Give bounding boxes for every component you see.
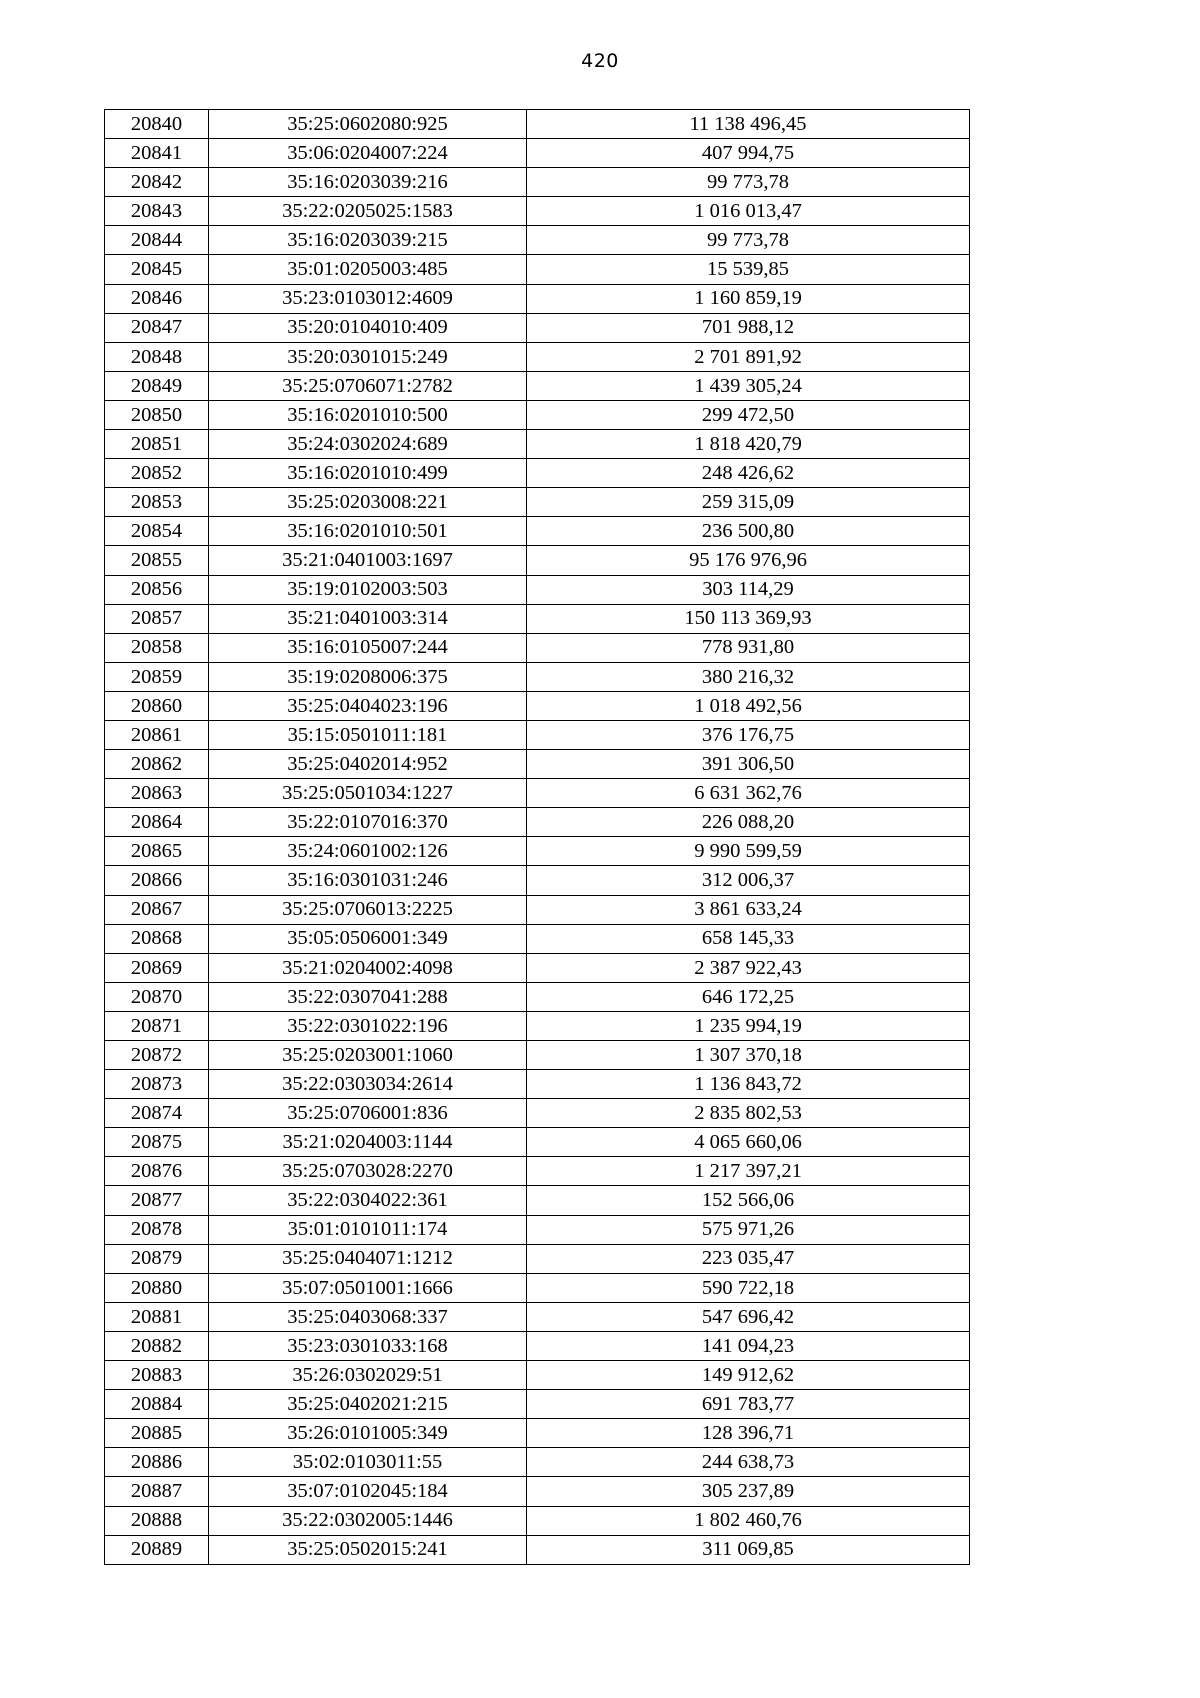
table-row — [105, 459, 970, 488]
cadastral-number-cell: 35:25:0203008:221 — [209, 488, 527, 517]
cadastral-number-cell: 35:22:0302005:1446 — [209, 1506, 527, 1535]
cadastral-value-cell: 305 237,89 — [527, 1477, 970, 1506]
table-row — [105, 1419, 970, 1448]
row-number-cell: 20859 — [105, 662, 209, 691]
cadastral-value-cell: 303 114,29 — [527, 575, 970, 604]
table-row — [105, 924, 970, 953]
cadastral-value-cell: 590 722,18 — [527, 1273, 970, 1302]
row-number-cell: 20852 — [105, 459, 209, 488]
row-number-cell: 20862 — [105, 750, 209, 779]
row-number-cell: 20875 — [105, 1128, 209, 1157]
cadastral-value-cell: 547 696,42 — [527, 1302, 970, 1331]
row-number-cell: 20854 — [105, 517, 209, 546]
row-number-cell: 20869 — [105, 953, 209, 982]
cadastral-number-cell: 35:16:0201010:499 — [209, 459, 527, 488]
cadastral-number-cell: 35:16:0203039:215 — [209, 226, 527, 255]
cadastral-number-cell: 35:25:0502015:241 — [209, 1535, 527, 1564]
row-number-cell: 20849 — [105, 371, 209, 400]
cadastral-number-cell: 35:25:0402021:215 — [209, 1390, 527, 1419]
cadastral-value-cell: 248 426,62 — [527, 459, 970, 488]
row-number-cell: 20858 — [105, 633, 209, 662]
cadastral-value-cell: 244 638,73 — [527, 1448, 970, 1477]
table-row — [105, 750, 970, 779]
cadastral-value-cell: 128 396,71 — [527, 1419, 970, 1448]
cadastral-number-cell: 35:22:0303034:2614 — [209, 1070, 527, 1099]
cadastral-number-cell: 35:22:0205025:1583 — [209, 197, 527, 226]
cadastral-number-cell: 35:23:0301033:168 — [209, 1331, 527, 1360]
cadastral-number-cell: 35:16:0201010:501 — [209, 517, 527, 546]
row-number-cell: 20850 — [105, 400, 209, 429]
cadastral-value-cell: 1 136 843,72 — [527, 1070, 970, 1099]
cadastral-value-cell: 658 145,33 — [527, 924, 970, 953]
cadastral-value-cell: 141 094,23 — [527, 1331, 970, 1360]
cadastral-number-cell: 35:05:0506001:349 — [209, 924, 527, 953]
cadastral-number-cell: 35:01:0205003:485 — [209, 255, 527, 284]
cadastral-value-cell: 4 065 660,06 — [527, 1128, 970, 1157]
table-row — [105, 1506, 970, 1535]
table-row — [105, 1477, 970, 1506]
cadastral-number-cell: 35:25:0402014:952 — [209, 750, 527, 779]
cadastral-number-cell: 35:07:0102045:184 — [209, 1477, 527, 1506]
cadastral-number-cell: 35:07:0501001:1666 — [209, 1273, 527, 1302]
row-number-cell: 20866 — [105, 866, 209, 895]
table-row — [105, 808, 970, 837]
cadastral-number-cell: 35:21:0401003:1697 — [209, 546, 527, 575]
table-body — [105, 110, 970, 1565]
cadastral-number-cell: 35:02:0103011:55 — [209, 1448, 527, 1477]
cadastral-number-cell: 35:16:0203039:216 — [209, 168, 527, 197]
row-number-cell: 20844 — [105, 226, 209, 255]
row-number-cell: 20840 — [105, 110, 209, 139]
row-number-cell: 20886 — [105, 1448, 209, 1477]
row-number-cell: 20883 — [105, 1361, 209, 1390]
table-row — [105, 1157, 970, 1186]
table-row — [105, 110, 970, 139]
cadastral-value-cell: 1 802 460,76 — [527, 1506, 970, 1535]
cadastral-number-cell: 35:22:0307041:288 — [209, 982, 527, 1011]
table-row — [105, 255, 970, 284]
table-row — [105, 1186, 970, 1215]
cadastral-value-cell: 2 835 802,53 — [527, 1099, 970, 1128]
cadastral-value-cell: 99 773,78 — [527, 226, 970, 255]
cadastral-value-cell: 1 235 994,19 — [527, 1011, 970, 1040]
table-row — [105, 546, 970, 575]
row-number-cell: 20871 — [105, 1011, 209, 1040]
table-row — [105, 866, 970, 895]
row-number-cell: 20851 — [105, 430, 209, 459]
table-row — [105, 139, 970, 168]
row-number-cell: 20853 — [105, 488, 209, 517]
cadastral-value-cell: 1 439 305,24 — [527, 371, 970, 400]
table-row — [105, 953, 970, 982]
cadastral-number-cell: 35:25:0706071:2782 — [209, 371, 527, 400]
row-number-cell: 20841 — [105, 139, 209, 168]
cadastral-value-cell: 2 387 922,43 — [527, 953, 970, 982]
cadastral-value-cell: 778 931,80 — [527, 633, 970, 662]
cadastral-value-cell: 380 216,32 — [527, 662, 970, 691]
row-number-cell: 20882 — [105, 1331, 209, 1360]
row-number-cell: 20848 — [105, 342, 209, 371]
table-row — [105, 575, 970, 604]
table-row — [105, 837, 970, 866]
cadastral-value-cell: 1 160 859,19 — [527, 284, 970, 313]
cadastral-number-cell: 35:26:0302029:51 — [209, 1361, 527, 1390]
row-number-cell: 20881 — [105, 1302, 209, 1331]
cadastral-number-cell: 35:06:0204007:224 — [209, 139, 527, 168]
table-row — [105, 1331, 970, 1360]
table-row — [105, 1448, 970, 1477]
table-row — [105, 1099, 970, 1128]
cadastral-number-cell: 35:22:0107016:370 — [209, 808, 527, 837]
table-row — [105, 517, 970, 546]
table-row — [105, 313, 970, 342]
cadastral-value-cell: 391 306,50 — [527, 750, 970, 779]
cadastral-number-cell: 35:26:0101005:349 — [209, 1419, 527, 1448]
cadastral-number-cell: 35:25:0403068:337 — [209, 1302, 527, 1331]
cadastral-number-cell: 35:25:0203001:1060 — [209, 1041, 527, 1070]
cadastral-value-cell: 150 113 369,93 — [527, 604, 970, 633]
table-row — [105, 371, 970, 400]
table-row — [105, 1128, 970, 1157]
table-row — [105, 1302, 970, 1331]
table-row — [105, 400, 970, 429]
row-number-cell: 20878 — [105, 1215, 209, 1244]
cadastral-number-cell: 35:23:0103012:4609 — [209, 284, 527, 313]
cadastral-number-cell: 35:22:0304022:361 — [209, 1186, 527, 1215]
cadastral-value-cell: 2 701 891,92 — [527, 342, 970, 371]
row-number-cell: 20884 — [105, 1390, 209, 1419]
row-number-cell: 20864 — [105, 808, 209, 837]
row-number-cell: 20856 — [105, 575, 209, 604]
cadastral-number-cell: 35:20:0104010:409 — [209, 313, 527, 342]
cadastral-number-cell: 35:25:0404023:196 — [209, 691, 527, 720]
cadastral-value-cell: 575 971,26 — [527, 1215, 970, 1244]
row-number-cell: 20885 — [105, 1419, 209, 1448]
table-row — [105, 1390, 970, 1419]
row-number-cell: 20867 — [105, 895, 209, 924]
table-row — [105, 1070, 970, 1099]
table-row — [105, 1011, 970, 1040]
row-number-cell: 20847 — [105, 313, 209, 342]
cadastral-value-cell: 1 818 420,79 — [527, 430, 970, 459]
cadastral-value-cell: 1 018 492,56 — [527, 691, 970, 720]
table-row — [105, 342, 970, 371]
cadastral-number-cell: 35:19:0102003:503 — [209, 575, 527, 604]
table-row — [105, 430, 970, 459]
cadastral-value-cell: 1 217 397,21 — [527, 1157, 970, 1186]
cadastral-value-cell: 15 539,85 — [527, 255, 970, 284]
cadastral-value-cell: 299 472,50 — [527, 400, 970, 429]
cadastral-value-cell: 1 016 013,47 — [527, 197, 970, 226]
table-row — [105, 1535, 970, 1564]
row-number-cell: 20874 — [105, 1099, 209, 1128]
row-number-cell: 20855 — [105, 546, 209, 575]
table-row — [105, 197, 970, 226]
cadastral-value-cell: 95 176 976,96 — [527, 546, 970, 575]
cadastral-number-cell: 35:16:0201010:500 — [209, 400, 527, 429]
row-number-cell: 20889 — [105, 1535, 209, 1564]
table-row — [105, 779, 970, 808]
table-row — [105, 488, 970, 517]
row-number-cell: 20887 — [105, 1477, 209, 1506]
cadastral-number-cell: 35:20:0301015:249 — [209, 342, 527, 371]
cadastral-value-cell: 701 988,12 — [527, 313, 970, 342]
row-number-cell: 20842 — [105, 168, 209, 197]
row-number-cell: 20888 — [105, 1506, 209, 1535]
row-number-cell: 20845 — [105, 255, 209, 284]
cadastral-number-cell: 35:25:0501034:1227 — [209, 779, 527, 808]
cadastral-number-cell: 35:25:0602080:925 — [209, 110, 527, 139]
cadastral-number-cell: 35:16:0301031:246 — [209, 866, 527, 895]
cadastral-number-cell: 35:25:0706001:836 — [209, 1099, 527, 1128]
row-number-cell: 20863 — [105, 779, 209, 808]
table-row — [105, 1041, 970, 1070]
cadastral-value-cell: 1 307 370,18 — [527, 1041, 970, 1070]
cadastral-number-cell: 35:24:0601002:126 — [209, 837, 527, 866]
cadastral-number-cell: 35:25:0404071:1212 — [209, 1244, 527, 1273]
table-row — [105, 1273, 970, 1302]
cadastral-value-cell: 691 783,77 — [527, 1390, 970, 1419]
row-number-cell: 20880 — [105, 1273, 209, 1302]
page-number: 420 — [581, 50, 619, 72]
cadastral-value-cell: 152 566,06 — [527, 1186, 970, 1215]
table-row — [105, 1361, 970, 1390]
table-row — [105, 1215, 970, 1244]
cadastral-value-cell: 149 912,62 — [527, 1361, 970, 1390]
table-row — [105, 168, 970, 197]
row-number-cell: 20877 — [105, 1186, 209, 1215]
cadastral-value-cell: 223 035,47 — [527, 1244, 970, 1273]
cadastral-value-table — [104, 109, 970, 1565]
cadastral-value-cell: 226 088,20 — [527, 808, 970, 837]
table-row — [105, 284, 970, 313]
table-row — [105, 633, 970, 662]
cadastral-number-cell: 35:16:0105007:244 — [209, 633, 527, 662]
row-number-cell: 20872 — [105, 1041, 209, 1070]
row-number-cell: 20873 — [105, 1070, 209, 1099]
cadastral-number-cell: 35:01:0101011:174 — [209, 1215, 527, 1244]
cadastral-value-cell: 646 172,25 — [527, 982, 970, 1011]
table-row — [105, 691, 970, 720]
row-number-cell: 20879 — [105, 1244, 209, 1273]
table-row — [105, 895, 970, 924]
cadastral-number-cell: 35:24:0302024:689 — [209, 430, 527, 459]
cadastral-number-cell: 35:15:0501011:181 — [209, 720, 527, 749]
cadastral-number-cell: 35:21:0401003:314 — [209, 604, 527, 633]
cadastral-value-cell: 99 773,78 — [527, 168, 970, 197]
row-number-cell: 20861 — [105, 720, 209, 749]
row-number-cell: 20865 — [105, 837, 209, 866]
cadastral-value-cell: 236 500,80 — [527, 517, 970, 546]
cadastral-value-cell: 6 631 362,76 — [527, 779, 970, 808]
cadastral-number-cell: 35:22:0301022:196 — [209, 1011, 527, 1040]
row-number-cell: 20860 — [105, 691, 209, 720]
table-row — [105, 982, 970, 1011]
row-number-cell: 20857 — [105, 604, 209, 633]
cadastral-value-cell: 376 176,75 — [527, 720, 970, 749]
cadastral-number-cell: 35:25:0706013:2225 — [209, 895, 527, 924]
table-row — [105, 662, 970, 691]
cadastral-value-cell: 311 069,85 — [527, 1535, 970, 1564]
row-number-cell: 20876 — [105, 1157, 209, 1186]
table-row — [105, 1244, 970, 1273]
cadastral-value-cell: 9 990 599,59 — [527, 837, 970, 866]
row-number-cell: 20868 — [105, 924, 209, 953]
table-row — [105, 226, 970, 255]
table-row — [105, 720, 970, 749]
row-number-cell: 20870 — [105, 982, 209, 1011]
cadastral-value-cell: 3 861 633,24 — [527, 895, 970, 924]
cadastral-value-cell: 259 315,09 — [527, 488, 970, 517]
cadastral-value-cell: 407 994,75 — [527, 139, 970, 168]
cadastral-number-cell: 35:21:0204002:4098 — [209, 953, 527, 982]
cadastral-number-cell: 35:25:0703028:2270 — [209, 1157, 527, 1186]
row-number-cell: 20843 — [105, 197, 209, 226]
cadastral-value-cell: 11 138 496,45 — [527, 110, 970, 139]
table-row — [105, 604, 970, 633]
cadastral-number-cell: 35:21:0204003:1144 — [209, 1128, 527, 1157]
row-number-cell: 20846 — [105, 284, 209, 313]
cadastral-value-cell: 312 006,37 — [527, 866, 970, 895]
cadastral-number-cell: 35:19:0208006:375 — [209, 662, 527, 691]
